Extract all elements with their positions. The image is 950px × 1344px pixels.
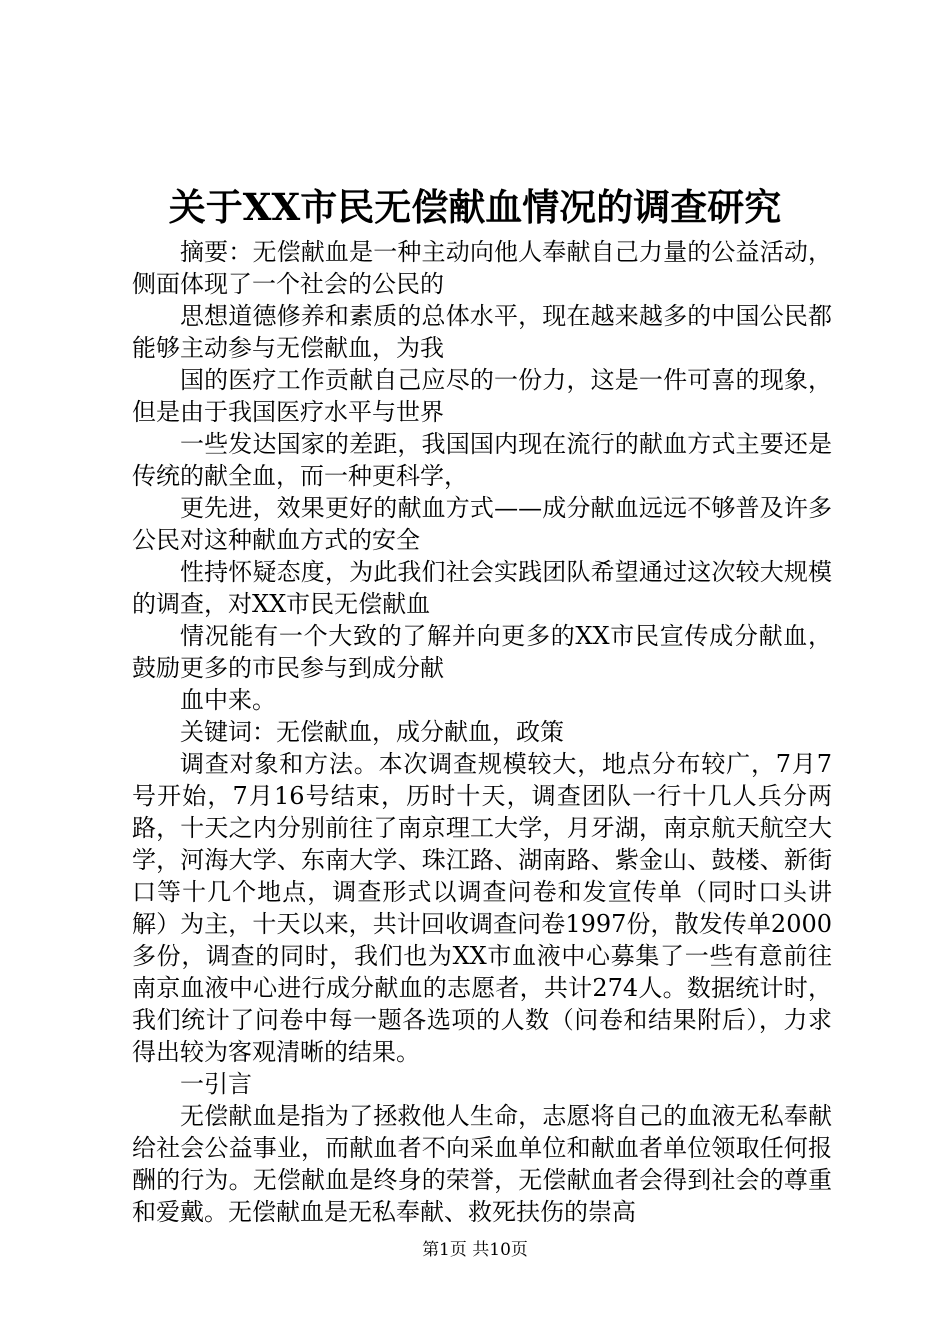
paragraph-abstract-4: 一些发达国家的差距，我国国内现在流行的献血方式主要还是传统的献全血，而一种更科学， [132,430,832,490]
paragraph-abstract-8: 血中来。 [180,686,276,714]
document-title: 关于XX市民无偿献血情况的调查研究 [168,185,782,229]
paragraph-introduction: 无偿献血是指为了拯救他人生命，志愿将自己的血液无私奉献给社会公益事业，而献血者不向采血单位和献血者单位领取任何报酬的行为。无偿献血是终身的荣誉，无偿献血者会得到社会的尊重和爱戴。无偿献血是无私奉献、救死扶伤的崇高 [132,1102,832,1226]
paragraph-abstract-2: 思想道德修养和素质的总体水平，现在越来越多的中国公民都能够主动参与无偿献血，为我 [132,302,832,362]
document-body [132,236,832,1228]
paragraph-abstract-5: 更先进，效果更好的献血方式——成分献血远远不够普及许多公民对这种献血方式的安全 [132,494,832,554]
paragraph-abstract-7: 情况能有一个大致的了解并向更多的XX市民宣传成分献血，鼓励更多的市民参与到成分献 [132,622,832,682]
paragraph-keywords: 关键词：无偿献血，成分献血，政策 [180,718,564,746]
page-footer: 第1页 共10页 [422,1240,528,1260]
section-heading-introduction: 一引言 [180,1070,252,1098]
paragraph-abstract-3: 国的医疗工作贡献自己应尽的一份力，这是一件可喜的现象，但是由于我国医疗水平与世界 [132,366,832,426]
paragraph-methods: 调查对象和方法。本次调查规模较大，地点分布较广，7月7号开始，7月16号结束，历时十天，调查团队一行十几人兵分两路，十天之内分别前往了南京理工大学，月牙湖，南京航天航空大学，河海大学、东南大学、珠江路、湖南路、紫金山、鼓楼、新街口等十几个地点，调查形式以调查问卷和发宣传单（同时口头讲解）为主，十天以来，共计回收调查问卷1997份，散发传单2000多份，调查的同时，我们也为XX市血液中心募集了一些有意前往南京血液中心进行成分献血的志愿者，共计274人。数据统计时，我们统计了问卷中每一题各选项的人数（问卷和结果附后），力求得出较为客观清晰的结果。 [132,750,832,1066]
paragraph-abstract-1: 摘要：无偿献血是一种主动向他人奉献自己力量的公益活动，侧面体现了一个社会的公民的 [132,238,832,298]
paragraph-abstract-6: 性持怀疑态度，为此我们社会实践团队希望通过这次较大规模的调查，对XX市民无偿献血 [132,558,832,618]
